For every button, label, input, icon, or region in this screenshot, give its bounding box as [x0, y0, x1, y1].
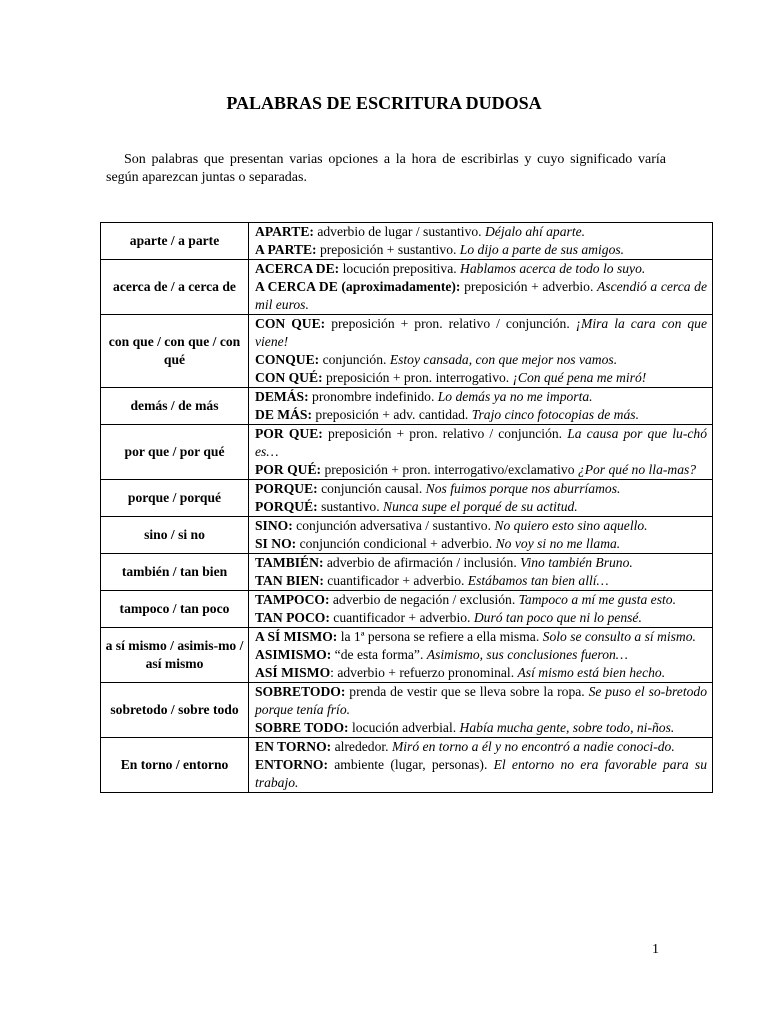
- definition-keyword: A PARTE:: [255, 242, 317, 257]
- definition-keyword: POR QUE:: [255, 426, 323, 441]
- definition-text: ambiente (lugar, personas).: [328, 757, 494, 772]
- definition-entry: [255, 719, 707, 737]
- definition-entry: [255, 756, 707, 792]
- definition-keyword: CONQUE:: [255, 352, 320, 367]
- definition-text: conjunción adversativa / sustantivo.: [292, 518, 495, 533]
- definition-example: ¡Mira la cara con que viene!: [255, 316, 707, 349]
- definition-keyword: PORQUÉ:: [255, 499, 318, 514]
- definition-keyword: POR QUÉ:: [255, 462, 322, 477]
- definition-keyword: ASÍ MISMO: [255, 665, 331, 680]
- definition-keyword: PORQUE:: [255, 481, 318, 496]
- definition-text: sustantivo.: [317, 499, 384, 514]
- definition-keyword: DE MÁS:: [255, 407, 313, 422]
- definition-keyword: ACERCA DE:: [255, 261, 340, 276]
- definition-text: conjunción.: [319, 352, 390, 367]
- definition-text: preposición + sustantivo.: [316, 242, 460, 257]
- page-number: 1: [652, 942, 659, 957]
- definitions-cell: [249, 260, 713, 315]
- table-row: [101, 223, 713, 260]
- definition-entry: [255, 315, 707, 351]
- definition-text: preposición + adverbio.: [460, 279, 597, 294]
- definitions-cell: [249, 517, 713, 554]
- definition-entry: [255, 223, 707, 241]
- definition-example: Ascendió a cerca de mil euros.: [255, 279, 707, 312]
- term-cell: demás / de más: [101, 388, 249, 425]
- definition-example: ¡Con qué pena me miró!: [512, 370, 647, 385]
- words-table: [100, 222, 713, 793]
- definition-example: Solo se consulto a sí mismo.: [542, 629, 696, 644]
- definitions-cell: [249, 425, 713, 480]
- definition-example: Se puso el so-bretodo porque tenía frío.: [255, 684, 707, 717]
- definition-keyword: A SÍ MISMO:: [255, 629, 338, 644]
- term-cell: también / tan bien: [101, 554, 249, 591]
- intro-paragraph: Son palabras que presentan varias opciones a la hora de escribirlas y cuyo significado varía según aparezcan juntas o separadas.: [106, 152, 666, 185]
- definition-keyword: APARTE:: [255, 224, 314, 239]
- definition-entry: [255, 351, 707, 369]
- definition-example: Nunca supe el porqué de su actitud.: [383, 499, 578, 514]
- definition-entry: [255, 664, 707, 682]
- definition-entry: [255, 388, 707, 406]
- term-cell: sobretodo / sobre todo: [101, 683, 249, 738]
- definition-example: Déjalo ahí aparte.: [484, 224, 586, 239]
- definition-text: prenda de vestir que se lleva sobre la ropa.: [345, 684, 589, 699]
- definitions-cell: [249, 628, 713, 683]
- term-cell: por que / por qué: [101, 425, 249, 480]
- definition-example: Lo dijo a parte de sus amigos.: [459, 242, 625, 257]
- definition-entry: [255, 406, 707, 424]
- definition-example: ¿Por qué no lla-mas?: [577, 462, 697, 477]
- definition-keyword: DEMÁS:: [255, 389, 309, 404]
- definition-keyword: TAMBIÉN:: [255, 555, 324, 570]
- definition-example: Estoy cansada, con que mejor nos vamos.: [389, 352, 618, 367]
- definition-keyword: A CERCA DE (aproximadamente):: [255, 279, 461, 294]
- table-row: [101, 260, 713, 315]
- definition-entry: [255, 609, 707, 627]
- definitions-cell: [249, 591, 713, 628]
- table-row: [101, 315, 713, 388]
- definition-entry: [255, 683, 707, 719]
- definition-text: cuantificador + adverbio.: [329, 610, 474, 625]
- definition-example: No quiero esto sino aquello.: [494, 518, 648, 533]
- definition-entry: [255, 591, 707, 609]
- definitions-cell: [249, 388, 713, 425]
- definition-keyword: SOBRETODO:: [255, 684, 346, 699]
- term-cell: aparte / a parte: [101, 223, 249, 260]
- definition-keyword: CON QUE:: [255, 316, 326, 331]
- table-row: [101, 554, 713, 591]
- definition-entry: [255, 554, 707, 572]
- definition-keyword: SINO:: [255, 518, 293, 533]
- definition-text: preposición + pron. interrogativo/exclamativo: [321, 462, 578, 477]
- definition-text: adverbio de afirmación / inclusión.: [323, 555, 521, 570]
- definition-example: Duró tan poco que ni lo pensé.: [473, 610, 642, 625]
- definitions-cell: [249, 554, 713, 591]
- definition-example: Lo demás ya no me importa.: [437, 389, 593, 404]
- term-cell: En torno / entorno: [101, 738, 249, 793]
- definition-entry: [255, 517, 707, 535]
- definition-entry: [255, 572, 707, 590]
- definition-example: Nos fuimos porque nos aburríamos.: [425, 481, 621, 496]
- definition-entry: [255, 241, 707, 259]
- definition-text: adverbio de lugar / sustantivo.: [313, 224, 485, 239]
- definitions-cell: [249, 315, 713, 388]
- definition-keyword: EN TORNO:: [255, 739, 332, 754]
- definition-text: “de esta forma”.: [331, 647, 427, 662]
- definition-entry: [255, 369, 707, 387]
- definition-keyword: CON QUÉ:: [255, 370, 323, 385]
- definition-example: Así mismo está bien hecho.: [517, 665, 666, 680]
- definition-example: Tampoco a mí me gusta esto.: [518, 592, 676, 607]
- definition-keyword: SI NO:: [255, 536, 297, 551]
- definition-text: preposición + adv. cantidad.: [312, 407, 472, 422]
- definition-entry: [255, 628, 707, 646]
- definition-text: conjunción condicional + adverbio.: [296, 536, 496, 551]
- definition-entry: [255, 498, 707, 516]
- words-table-body: [101, 223, 713, 793]
- definition-keyword: TAN BIEN:: [255, 573, 324, 588]
- definition-text: la 1ª persona se refiere a ella misma.: [337, 629, 543, 644]
- definition-keyword: TAN POCO:: [255, 610, 330, 625]
- term-cell: sino / si no: [101, 517, 249, 554]
- table-row: [101, 517, 713, 554]
- table-row: [101, 480, 713, 517]
- term-cell: acerca de / a cerca de: [101, 260, 249, 315]
- definition-text: locución adverbial.: [348, 720, 460, 735]
- page-title: PALABRAS DE ESCRITURA DUDOSA: [226, 93, 542, 113]
- definition-entry: [255, 425, 707, 461]
- definition-example: Vino también Bruno.: [520, 555, 633, 570]
- definition-example: Asimismo, sus conclusiones fueron…: [426, 647, 628, 662]
- table-row: [101, 683, 713, 738]
- definition-entry: [255, 480, 707, 498]
- definitions-cell: [249, 683, 713, 738]
- definition-example: Trajo cinco fotocopias de más.: [471, 407, 639, 422]
- definition-entry: [255, 738, 707, 756]
- definitions-cell: [249, 480, 713, 517]
- definition-text: : adverbio + refuerzo pronominal.: [330, 665, 518, 680]
- table-row: [101, 388, 713, 425]
- definition-entry: [255, 461, 707, 479]
- definitions-cell: [249, 738, 713, 793]
- definition-keyword: ASIMISMO:: [255, 647, 332, 662]
- table-row: [101, 738, 713, 793]
- term-cell: tampoco / tan poco: [101, 591, 249, 628]
- definition-text: cuantificador + adverbio.: [323, 573, 468, 588]
- term-cell: porque / porqué: [101, 480, 249, 517]
- definitions-cell: [249, 223, 713, 260]
- definition-text: conjunción causal.: [317, 481, 426, 496]
- definition-entry: [255, 535, 707, 553]
- definition-entry: [255, 278, 707, 314]
- definition-example: Estábamos tan bien allí…: [467, 573, 609, 588]
- table-row: [101, 628, 713, 683]
- definition-keyword: SOBRE TODO:: [255, 720, 349, 735]
- definition-text: preposición + pron. relativo / conjunción.: [322, 426, 568, 441]
- definition-text: alrededor.: [331, 739, 392, 754]
- definition-example: No voy si no me llama.: [495, 536, 621, 551]
- definition-text: locución prepositiva.: [339, 261, 461, 276]
- definition-entry: [255, 646, 707, 664]
- definition-entry: [255, 260, 707, 278]
- definition-example: Hablamos acerca de todo lo suyo.: [460, 261, 646, 276]
- definition-text: preposición + pron. interrogativo.: [322, 370, 513, 385]
- term-cell: a sí mismo / asimis-mo / así mismo: [101, 628, 249, 683]
- definition-text: preposición + pron. relativo / conjunción.: [325, 316, 576, 331]
- term-cell: con que / con que / con qué: [101, 315, 249, 388]
- definition-example: Había mucha gente, sobre todo, ni-ños.: [459, 720, 675, 735]
- definition-example: El entorno no era favorable para su trabajo.: [255, 757, 708, 790]
- table-row: [101, 425, 713, 480]
- definition-text: adverbio de negación / exclusión.: [329, 592, 519, 607]
- definition-example: Miró en torno a él y no encontró a nadie conoci-do.: [391, 739, 675, 754]
- definition-example: La causa por que lu-chó es…: [255, 426, 707, 459]
- definition-keyword: TAMPOCO:: [255, 592, 330, 607]
- definition-text: pronombre indefinido.: [308, 389, 438, 404]
- definition-keyword: ENTORNO:: [255, 757, 329, 772]
- table-row: [101, 591, 713, 628]
